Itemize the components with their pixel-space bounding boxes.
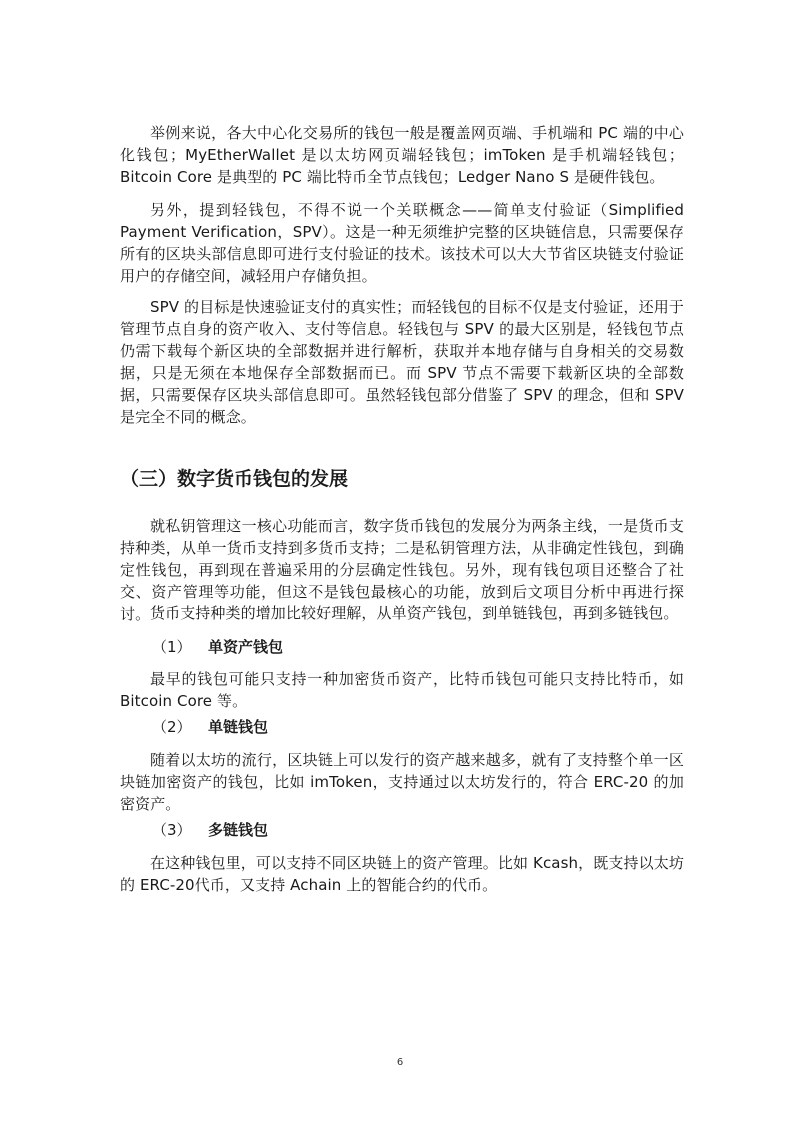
subheading-single-chain-wallet: [152, 716, 268, 738]
subheading-title: 单链钱包: [208, 718, 269, 736]
subheading-title: 多链钱包: [208, 821, 269, 839]
subheading-number: （1）: [152, 638, 192, 656]
paragraph-development-lines: 就私钥管理这一核心功能而言，数字货币钱包的发展分为两条主线，一是货币支持种类，从单一货币支持到多货币支持；二是私钥管理方法，从非确定性钱包，到确定性钱包，再到现在普遍采用的分层确定性钱包。另外，现有钱包项目还整合了社交、资产管理等功能，但这不是钱包最核心的功能，放到后文项目分析中再进行探讨。: [120, 517, 684, 623]
subheading-number: （2）: [152, 718, 192, 736]
subheading-single-asset-wallet: [152, 636, 283, 658]
paragraph-multi-chain-wallet: 在这种钱包里，可以支持不同区块链上的资产管理。比如 Kcash，既支持以太坊的 ERC-20代币，又支持 Achain 上的智能合约的代币。: [120, 854, 684, 894]
subheading-multi-chain-wallet: [152, 819, 268, 841]
section-heading: （三）数字货币钱包的发展: [120, 468, 349, 490]
paragraph-single-chain-wallet: 随着以太坊的流行，区块链上可以发行的资产越来越多，就有了支持整个单一区块链加密资产的钱包，比如 imToken，支持通过以太坊发行的，符合 ERC-20 的加密资产。: [120, 751, 684, 813]
subheading-title: 单资产钱包: [208, 638, 284, 656]
paragraph-spv-definition: 另外，提到轻钱包，不得不说一个关联概念——简单支付验证（Simplified Payment Verification，SPV）。这是一种无须维护完整的区块链信息，只需要保存所有的区块头部信息即可进行支付验证的技术。该技术可以大大节省区块链支付验证用户的存储空间，减轻用户存储负担。: [120, 201, 684, 285]
paragraph-currency-types: 货币支持种类的增加比较好理解，从单资产钱包，到单链钱包，再到多链钱包。: [150, 604, 679, 622]
page-number: 6: [396, 1057, 404, 1068]
subheading-number: （3）: [152, 821, 192, 839]
paragraph-spv-vs-light-wallet: SPV 的目标是快速验证支付的真实性；而轻钱包的目标不仅是支付验证，还用于管理节点自身的资产收入、支付等信息。轻钱包与 SPV 的最大区别是，轻钱包节点仍需下载每个新区块的全部数据并进行解析，获取并本地存储与自身相关的交易数据，只是无须在本地保存全部数据而已。而 SPV 节点不需要下载新区块的全部数据，只需要保存区块头部信息即可。虽然轻钱包部分借鉴了 SPV 的理念，但和 SPV 是完全不同的概念。: [120, 298, 684, 426]
paragraph-single-asset-wallet: 最早的钱包可能只支持一种加密货币资产，比特币钱包可能只支持比特币，如 Bitcoin Core 等。: [120, 670, 684, 710]
paragraph-wallet-examples: 举例来说，各大中心化交易所的钱包一般是覆盖网页端、手机端和 PC 端的中心化钱包；MyEtherWallet 是以太坊网页端轻钱包；imToken 是手机端轻钱包；Bitcoin Core 是典型的 PC 端比特币全节点钱包；Ledger Nano S 是硬件钱包。: [120, 124, 684, 186]
